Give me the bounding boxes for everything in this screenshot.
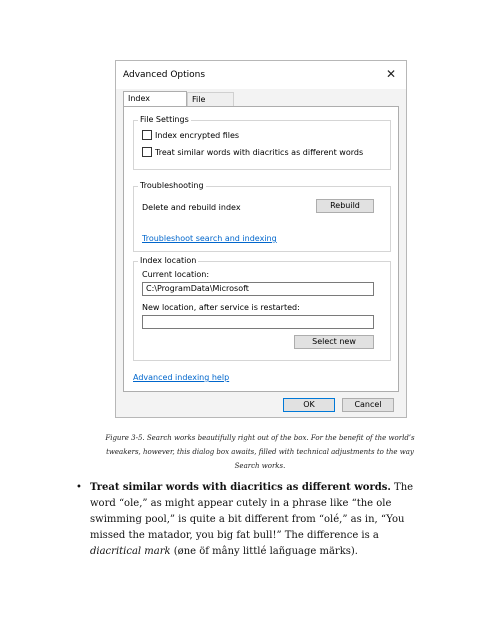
rebuild-label: Delete and rebuild index [142,203,241,212]
bullet-text-2: (øne öf mâny littlé lañguage märks). [170,546,358,557]
ok-button[interactable]: OK [283,398,335,412]
index-location-legend: Index location [140,256,197,265]
bullet-text-1: The word “ole,” as might appear cutely in a phrase like “the ole swimming pool,” is quite a bit different from “olé,” as in, “You missed the matador, you big fat bull!” The difference is a [90,482,414,541]
tab-index-settings[interactable]: Index [123,91,187,107]
checkbox-label: Treat similar words with diacritics as different words [155,148,364,157]
current-location-label: Current location: [142,270,210,279]
new-location-field[interactable] [142,315,374,329]
checkbox-label: Index encrypted files [155,131,240,140]
bullet-icon: • [76,482,82,493]
select-new-button[interactable]: Select new [294,335,374,349]
checkbox-box[interactable] [142,147,152,157]
dialog-title: Advanced Options [123,70,206,80]
bullet-paragraph [76,480,430,560]
bullet-italic: diacritical mark [90,546,171,557]
cancel-button[interactable]: Cancel [342,398,394,412]
tab-panel [123,106,399,392]
dialog-screenshot [115,60,407,418]
file-settings-legend: File Settings [140,115,189,124]
index-location-group [133,256,391,361]
bullet-heading: Treat similar words with diacritics as different words. [90,482,391,493]
troubleshooting-group [133,181,391,252]
diacritics-checkbox[interactable] [142,147,363,157]
rebuild-button[interactable]: Rebuild [316,199,374,213]
file-settings-group [133,115,391,170]
checkbox-box[interactable] [142,130,152,140]
troubleshooting-legend: Troubleshooting [140,181,204,190]
close-icon[interactable]: ✕ [385,67,396,81]
advanced-indexing-help-link[interactable]: Advanced indexing help [133,373,230,382]
tab-file-types[interactable]: File [187,92,234,106]
new-location-label: New location, after service is restarted: [142,303,300,312]
index-encrypted-checkbox[interactable] [142,130,239,140]
figure-caption: Figure 3-5. Search works beautifully right out of the box. For the benefit of the world’s tweakers, however, this dialog box awaits, filled with technical adjustments to the way Search works. [105,434,415,470]
current-location-field[interactable]: C:\ProgramData\Microsoft [142,282,374,296]
title-bar [116,61,406,89]
troubleshoot-link[interactable]: Troubleshoot search and indexing [142,234,277,243]
